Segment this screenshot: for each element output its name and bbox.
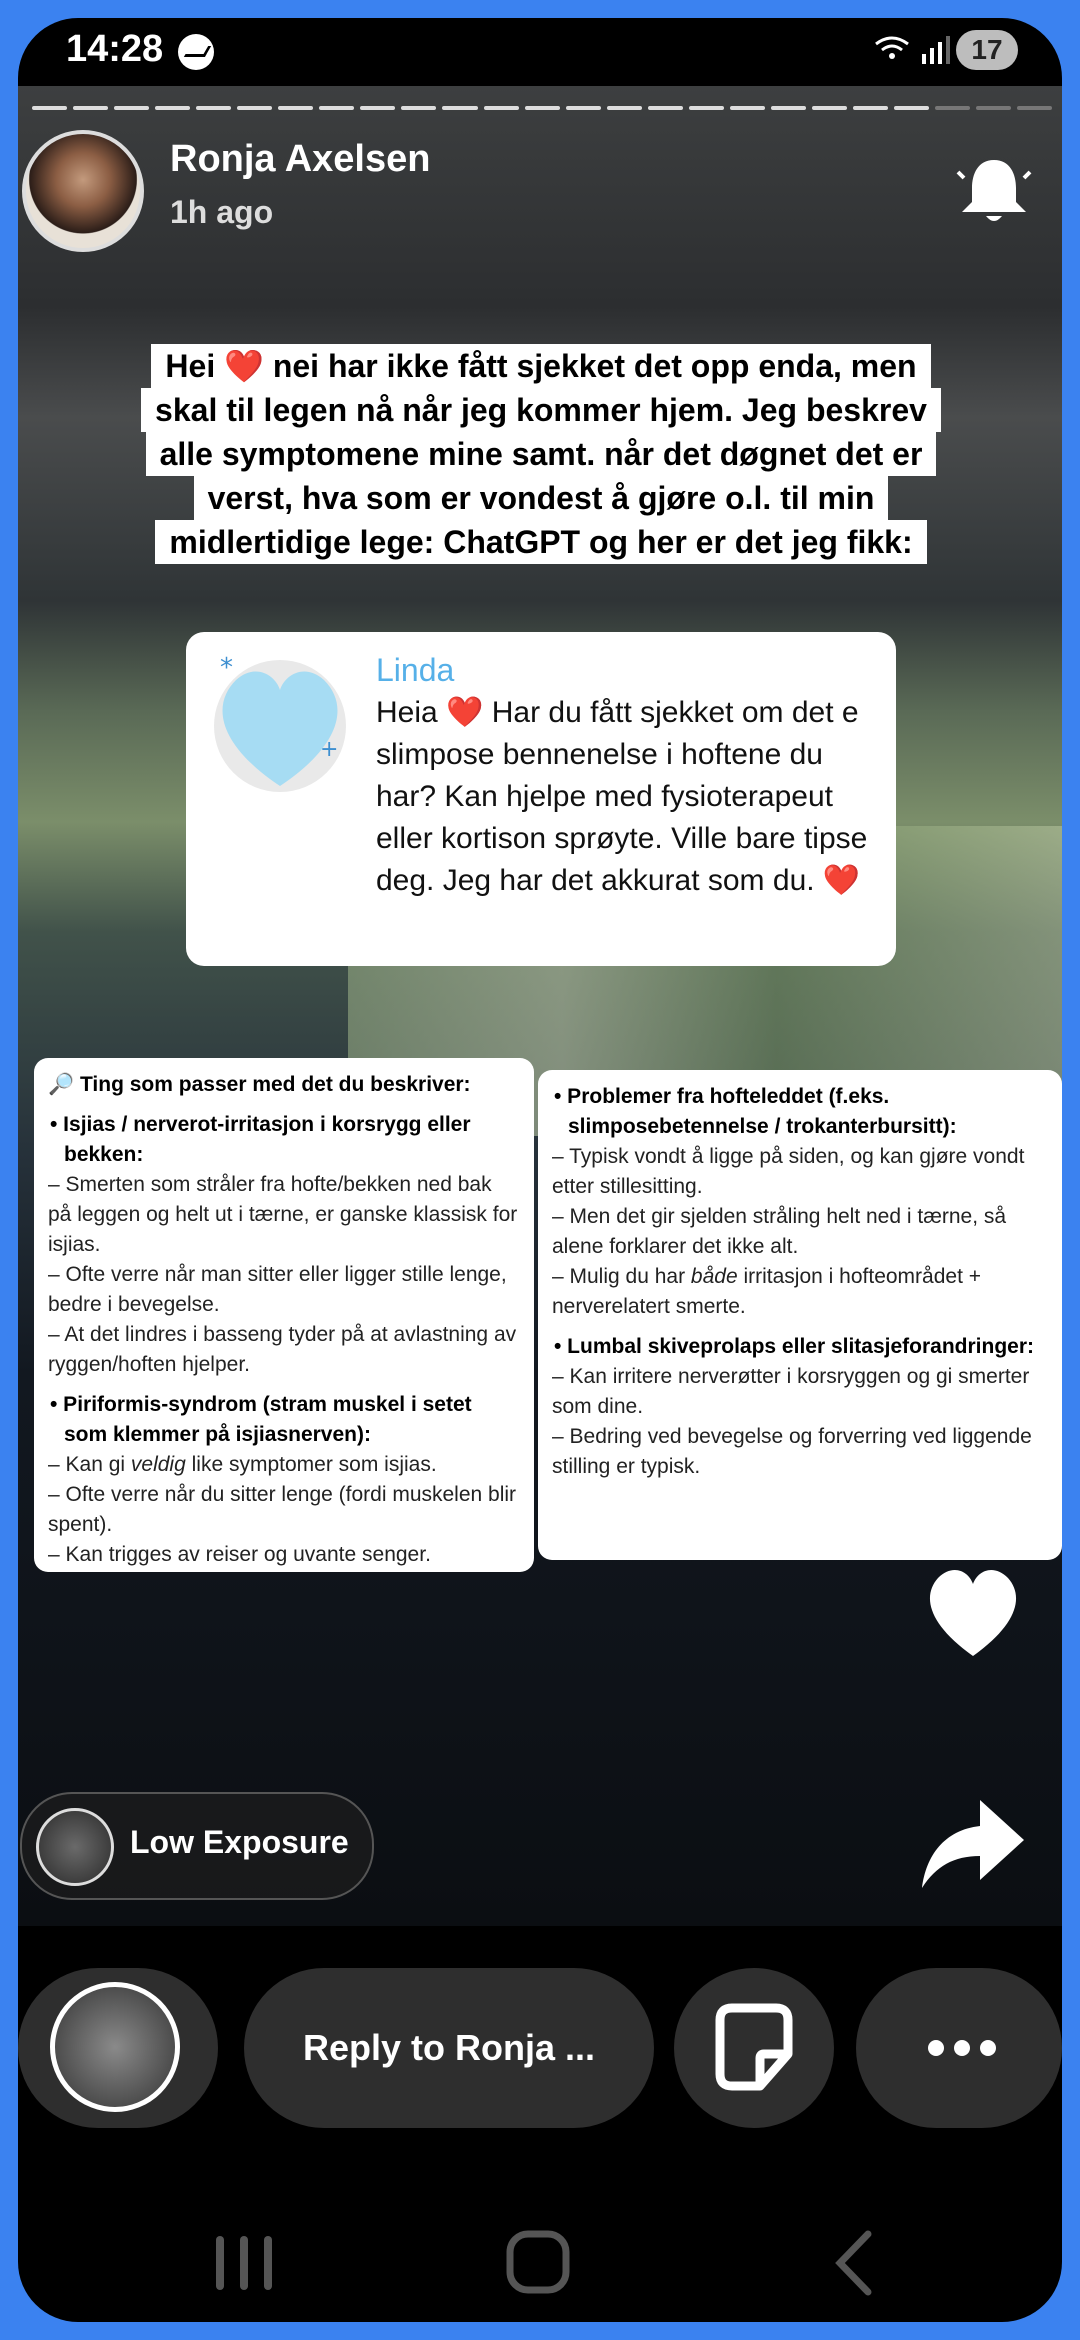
sticker-icon — [704, 1998, 804, 2098]
caption-line: verst, hva som er vondest å gjøre o.l. til min — [194, 476, 889, 520]
more-options-button[interactable] — [856, 1968, 1062, 2128]
reply-input[interactable]: Reply to Ronja ... — [244, 1968, 654, 2128]
lens-thumbnail — [36, 1808, 114, 1886]
recent-apps-icon[interactable] — [204, 2228, 284, 2298]
share-arrow-icon[interactable] — [918, 1796, 1028, 1896]
section-title: • Isjias / nerverot-irritasjon i korsrygg eller bekken: — [50, 1113, 471, 1166]
username[interactable]: Ronja Axelsen — [170, 138, 431, 180]
svg-text:*: * — [220, 653, 233, 683]
list-item: – Ofte verre når du sitter lenge (fordi muskelen blir spent). — [48, 1483, 517, 1536]
heart-like-icon[interactable] — [918, 1556, 1028, 1666]
card-heading: 🔎 Ting som passer med det du beskriver: — [48, 1073, 471, 1096]
reply-sticker-card — [186, 632, 896, 966]
commenter-name: Linda — [376, 652, 455, 688]
more-dots-icon — [922, 2033, 1002, 2063]
section-title: • Lumbal skiveprolaps eller slitasjeforandringer: — [554, 1335, 1035, 1358]
list-item: – Ofte verre når man sitter eller ligger stille lenge, bedre i bevegelse. — [48, 1263, 507, 1316]
notification-bell-icon[interactable] — [954, 152, 1034, 232]
status-bar — [18, 18, 1062, 86]
avatar[interactable] — [22, 130, 144, 252]
list-item: – Typisk vondt å ligge på siden, og kan gjøre vondt etter stillesitting. — [552, 1145, 1025, 1198]
messenger-icon — [178, 34, 214, 70]
section-title: • Piriformis-syndrom (stram muskel i setet som klemmer på isjiasnerven): — [50, 1393, 472, 1446]
chatgpt-card-left — [34, 1058, 534, 1572]
caption-line: midlertidige lege: ChatGPT og her er det jeg fikk: — [155, 520, 926, 564]
status-time: 14:28 — [66, 28, 164, 70]
list-item: – Bedring ved bevegelse og forverring ved liggende stilling er typisk. — [552, 1425, 1032, 1478]
lens-label: Low Exposure — [130, 1824, 349, 1860]
phone-frame — [18, 18, 1062, 2322]
list-item: – Kan irritere nerverøtter i korsryggen og gi smerter som dine. — [552, 1365, 1030, 1418]
chatgpt-card-right — [538, 1070, 1062, 1560]
camera-thumbnail — [50, 1982, 180, 2112]
sticker-button[interactable] — [674, 1968, 834, 2128]
list-item: – Mulig du har både irritasjon i hofteområdet + nerverelatert smerte. — [552, 1265, 982, 1318]
story-view[interactable] — [18, 86, 1062, 1926]
caption-line: Hei ❤️ nei har ikke fått sjekket det opp enda, men — [151, 344, 930, 388]
camera-reply-button[interactable] — [18, 1968, 218, 2128]
signal-icons — [872, 32, 952, 68]
caption-line: alle symptomene mine samt. når det døgnet det er — [146, 432, 937, 476]
list-item: – Men det gir sjelden stråling helt ned i tærne, så alene forklarer det ikke alt. — [552, 1205, 1007, 1258]
list-item: – Kan gi veldig like symptomer som isjias. — [48, 1453, 437, 1476]
post-time: 1h ago — [170, 194, 274, 230]
back-icon[interactable] — [818, 2228, 898, 2298]
lens-chip[interactable] — [20, 1792, 374, 1900]
svg-text:+: + — [320, 737, 339, 762]
caption-line: skal til legen nå når jeg kommer hjem. Jeg beskrev — [141, 388, 941, 432]
list-item: – At det lindres i basseng tyder på at avlastning av ryggen/hoften hjelper. — [48, 1323, 517, 1376]
commenter-message: Heia ❤️ Har du fått sjekket om det e slimpose bennenelse i hoftene du har? Kan hjelpe med fysioterapeut eller kortison sprøyte. Ville bare tipse deg. Jeg har det akkurat som du. ❤️ — [376, 696, 868, 897]
list-item: – Kan trigges av reiser og uvante senger. — [48, 1543, 431, 1566]
section-title: • Problemer fra hofteleddet (f.eks. slimposebetennelse / trokanterbursitt): — [554, 1085, 957, 1138]
home-icon[interactable] — [500, 2228, 580, 2298]
list-item: – Smerten som stråler fra hofte/bekken ned bak på leggen og helt ut i tærne, er ganske klassisk for isjias. — [48, 1173, 518, 1256]
battery-indicator: 17 — [956, 30, 1018, 70]
story-caption — [46, 344, 1036, 564]
heart-profile-image — [200, 646, 350, 796]
story-progress — [32, 106, 1052, 112]
